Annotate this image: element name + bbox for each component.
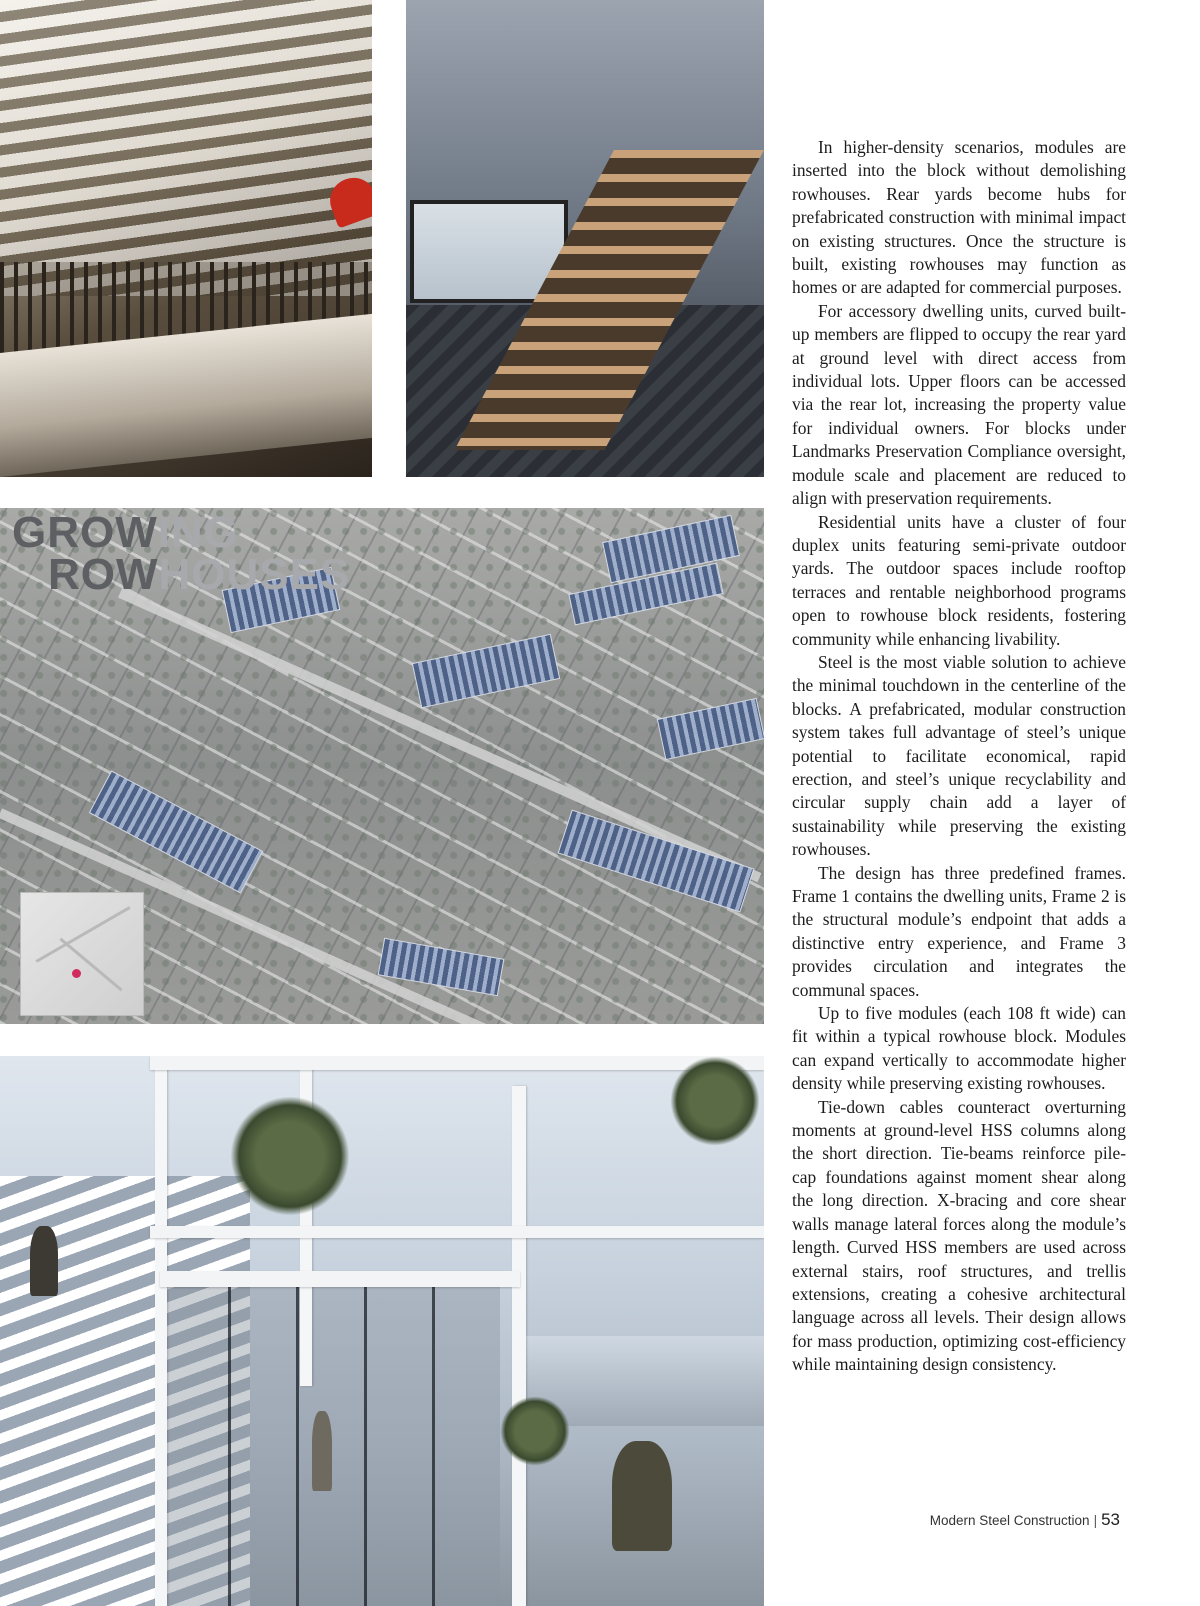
steel-beam bbox=[150, 1056, 764, 1070]
paragraph: Residential units have a cluster of four duplex units featuring semi-private outdoor yards. The outdoor spaces include rooftop terraces and rentable neighborhood programs open to rowhouse block residents, fostering community while enhancing livability. bbox=[792, 511, 1126, 649]
standing-person bbox=[312, 1411, 332, 1491]
steel-column bbox=[155, 1056, 167, 1606]
steel-beam bbox=[150, 1226, 764, 1238]
plant bbox=[500, 1396, 570, 1466]
footer-separator: | bbox=[1093, 1513, 1098, 1528]
steel-beam bbox=[160, 1271, 520, 1287]
paragraph: The design has three predefined frames. Frame 1 contains the dwelling units, Frame 2 is the structural module’s endpoint that adds a distinctive entry experience, and Frame 3 provides circulation and integrates the communal spaces. bbox=[792, 862, 1126, 1000]
paragraph: For accessory dwelling units, curved built-up members are flipped to occupy the rear yard at ground level with direct access from individual lots. Upper floors can be accessed via the rear lot, increasing the property value for individual owners. For blocks under Landmarks Preservation Compliance oversight, module scale and placement are reduced to align with preservation requirements. bbox=[792, 300, 1126, 509]
module-block bbox=[412, 634, 560, 709]
publication-name: Modern Steel Construction bbox=[929, 1513, 1090, 1528]
location-marker-icon bbox=[72, 969, 81, 978]
module-block bbox=[89, 770, 263, 893]
article-body bbox=[792, 136, 1126, 1377]
paragraph: Up to five modules (each 108 ft wide) can fit within a typical rowhouse block. Modules can expand vertically to accommodate higher density while preserving existing rowhouses. bbox=[792, 1003, 1126, 1094]
module-block bbox=[657, 698, 764, 760]
page-number: 53 bbox=[1101, 1510, 1120, 1529]
bedroom-photo bbox=[0, 0, 372, 477]
plant bbox=[670, 1056, 760, 1146]
locator-map bbox=[20, 892, 144, 1016]
plant bbox=[230, 1096, 350, 1216]
title-grow: GROW bbox=[12, 508, 158, 557]
title-ing: ING bbox=[157, 508, 239, 557]
paragraph: In higher-density scenarios, modules are inserted into the block without demolishing rowhouses. Rear yards become hubs for prefabricated construction with minimal impact on existing structures. Once the structure is built, existing rowhouses may function as homes or are adapted for commercial purposes. bbox=[792, 137, 1126, 298]
seated-person bbox=[30, 1226, 58, 1296]
title-row: ROW bbox=[48, 550, 159, 599]
title-houses: HOUSES bbox=[158, 550, 351, 599]
stair-interior-photo bbox=[406, 0, 764, 477]
growing-rowhouses-title bbox=[12, 508, 351, 599]
river-line bbox=[59, 938, 122, 992]
river-line bbox=[35, 906, 130, 963]
aerial-map-photo bbox=[0, 508, 764, 1024]
paragraph: Steel is the most viable solution to achieve the minimal touchdown in the centerline of the blocks. A prefabricated, modular construction system takes full advantage of steel’s unique potential to facilitate economical, rapid erection, and steel’s unique recyclability and circular supply chain add a layer of sustainability while preserving the existing rowhouses. bbox=[792, 651, 1126, 860]
screen-slats bbox=[0, 0, 372, 296]
paragraph: Tie-down cables counteract overturning moments at ground-level HSS columns along the short direction. Tie-beams reinforce pile-cap foundations against moment shear along the long direction. X-bracing and core shear walls manage lateral forces along the module’s length. Curved HSS members are used across external stairs, roof structures, and trellis extensions, creating a cohesive architectural language across all levels. Their design allows for mass production, optimizing cost-efficiency while maintaining design consistency. bbox=[792, 1096, 1126, 1375]
page-footer bbox=[930, 1510, 1120, 1530]
module-block bbox=[558, 809, 755, 912]
steel-column bbox=[512, 1086, 526, 1606]
seated-woman bbox=[612, 1441, 672, 1551]
steel-interior-photo bbox=[0, 1056, 764, 1606]
